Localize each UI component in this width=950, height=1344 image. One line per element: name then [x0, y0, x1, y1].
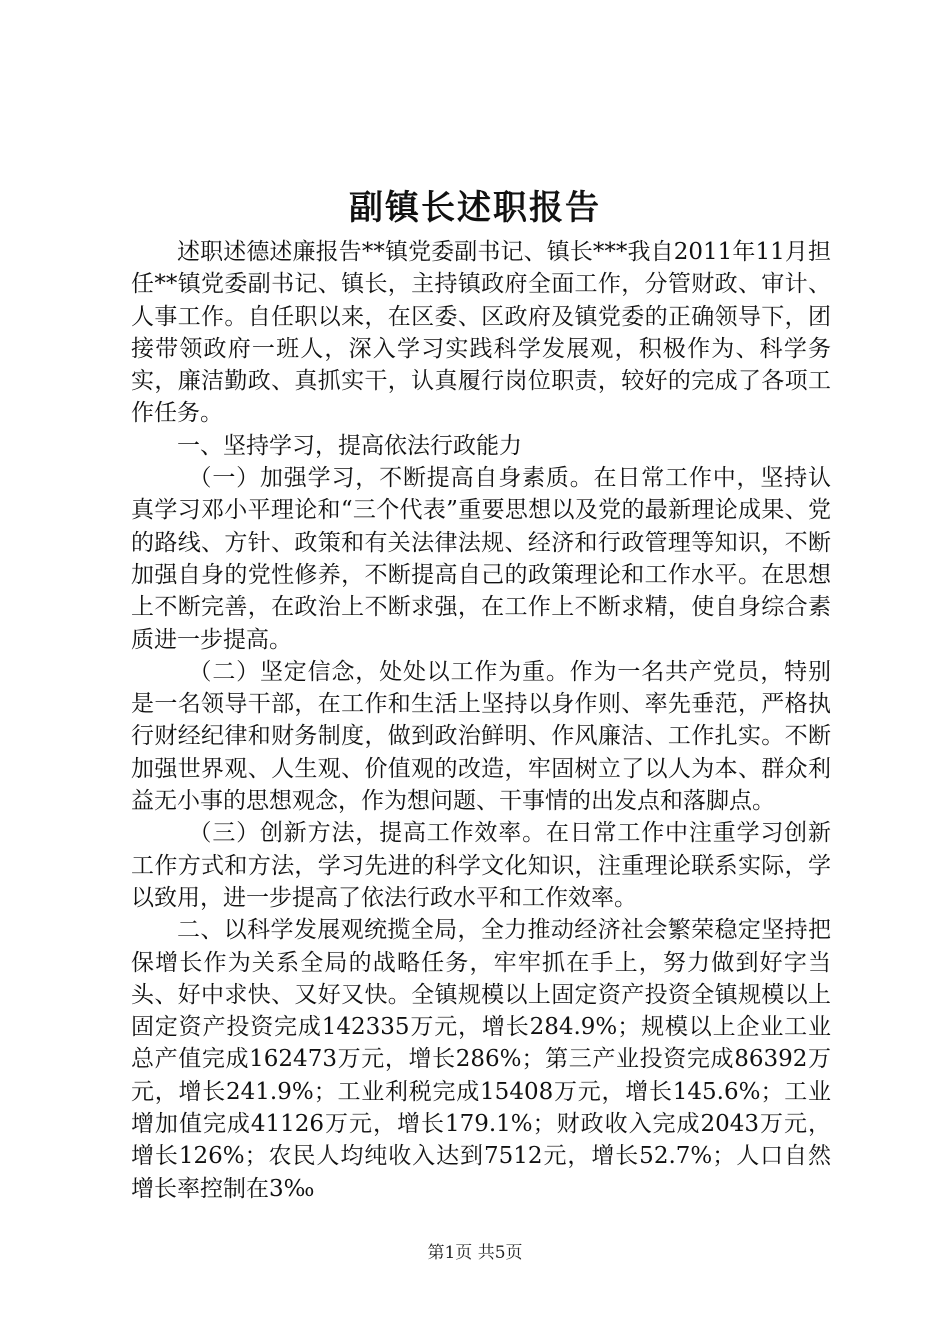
intro-paragraph: 述职述德述廉报告**镇党委副书记、镇长***我自2011年11月担任**镇党委副书记、镇长，主持镇政府全面工作，分管财政、审计、人事工作。自任职以来，在区委、区政府及镇党委的正确领导下，团接带领政府一班人，深入学习实践科学发展观，积极作为、科学务实，廉洁勤政、真抓实干，认真履行岗位职责，较好的完成了各项工作任务。	[131, 239, 831, 427]
page-number-footer: 第1页 共5页	[427, 1243, 523, 1263]
section-paragraph-2: 二、以科学发展观统揽全局，全力推动经济社会繁荣稳定坚持把保增长作为关系全局的战略任务，牢牢抓在手上，努力做到好字当头、好中求快、又好又快。全镇规模以上固定资产投资全镇规模以上固定资产投资完成142335万元，增长284.9%；规模以上企业工业总产值完成162473万元，增长286%；第三产业投资完成86392万元，增长241.9%；工业利税完成15408万元，增长145.6%；工业增加值完成41126万元，增长179.1%；财政收入完成2043万元，增长126%；农民人均纯收入达到7512元，增长52.7%；人口自然增长率控制在3‰	[131, 917, 831, 1202]
document-title: 副镇长述职报告	[349, 188, 601, 228]
subsection-paragraph-3: （三）创新方法，提高工作效率。在日常工作中注重学习创新工作方式和方法，学习先进的科学文化知识，注重理论联系实际，学以致用，进一步提高了依法行政水平和工作效率。	[131, 820, 831, 911]
document-body	[131, 236, 831, 1205]
subsection-paragraph-2: （二）坚定信念，处处以工作为重。作为一名共产党员，特别是一名领导干部，在工作和生活上坚持以身作则、率先垂范，严格执行财经纪律和财务制度，做到政治鲜明、作风廉洁、工作扎实。不断加强世界观、人生观、价值观的改造，牢固树立了以人为本、群众利益无小事的思想观念，作为想问题、干事情的出发点和落脚点。	[131, 658, 831, 815]
section-heading-1: 一、坚持学习，提高依法行政能力	[177, 432, 522, 459]
subsection-paragraph-1: （一）加强学习，不断提高自身素质。在日常工作中，坚持认真学习邓小平理论和“三个代表”重要思想以及党的最新理论成果、党的路线、方针、政策和有关法律法规、经济和行政管理等知识，不断加强自身的党性修养，不断提高自己的政策理论和工作水平。在思想上不断完善，在政治上不断求强，在工作上不断求精，使自身综合素质进一步提高。	[131, 465, 831, 653]
